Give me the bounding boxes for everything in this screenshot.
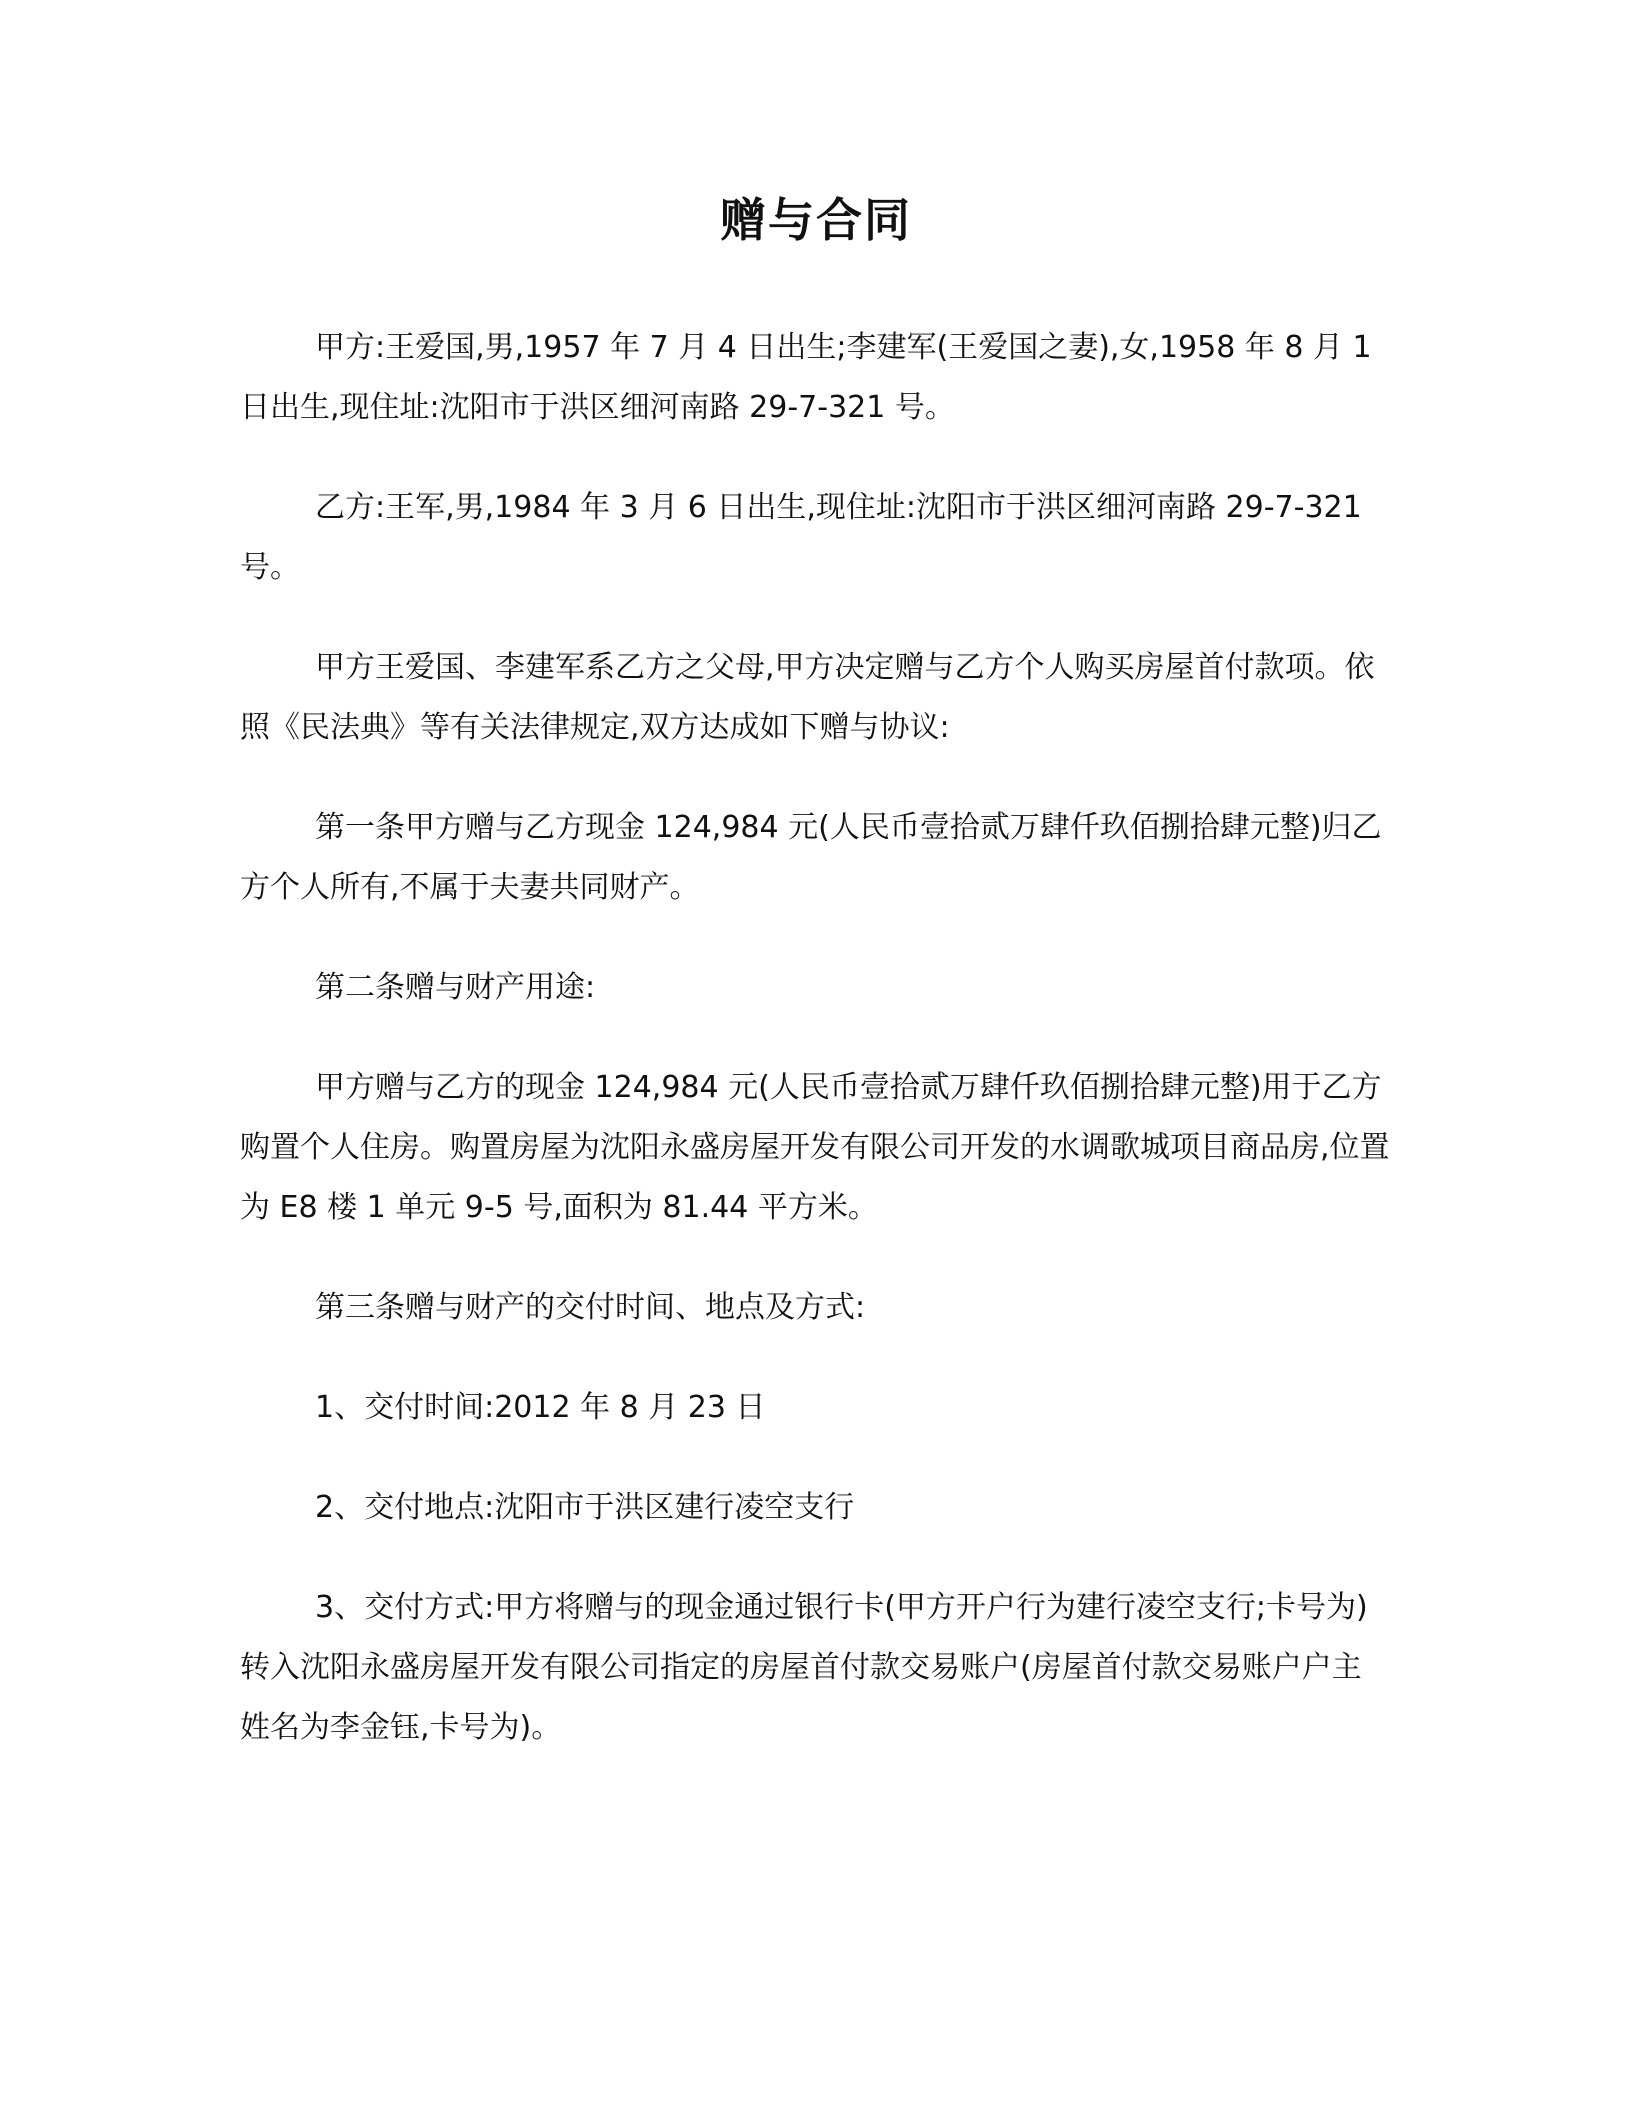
party-a-paragraph: 甲方:王爱国,男,1957 年 7 月 4 日出生;李建军(王爱国之妻),女,1958 年 8 月 1 日出生,现住址:沈阳市于洪区细河南路 29-7-321 号。: [240, 330, 1372, 425]
article-1-paragraph: 第一条甲方赠与乙方现金 124,984 元(人民币壹拾贰万肆仟玖佰捌拾肆元整)归乙方个人所有,不属于夫妻共同财产。: [240, 810, 1382, 905]
delivery-method-item: 3、交付方式:甲方将赠与的现金通过银行卡(甲方开户行为建行凌空支行;卡号为)转入沈阳永盛房屋开发有限公司指定的房屋首付款交易账户(房屋首付款交易账户户主姓名为李金钰,卡号为)。: [240, 1590, 1368, 1745]
article-2-paragraph: 甲方赠与乙方的现金 124,984 元(人民币壹拾贰万肆仟玖佰捌拾肆元整)用于乙方购置个人住房。购置房屋为沈阳永盛房屋开发有限公司开发的水调歌城项目商品房,位置为 E8 楼 1 单元 9-5 号,面积为 81.44 平方米。: [240, 1070, 1390, 1225]
article-3-heading: 第三条赠与财产的交付时间、地点及方式:: [315, 1290, 866, 1325]
party-b-paragraph: 乙方:王军,男,1984 年 3 月 6 日出生,现住址:沈阳市于洪区细河南路 29-7-321 号。: [240, 490, 1362, 585]
delivery-time-item: 1、交付时间:2012 年 8 月 23 日: [315, 1390, 766, 1425]
delivery-place-item: 2、交付地点:沈阳市于洪区建行凌空支行: [315, 1490, 855, 1525]
intro-paragraph: 甲方王爱国、李建军系乙方之父母,甲方决定赠与乙方个人购买房屋首付款项。依照《民法典》等有关法律规定,双方达成如下赠与协议:: [240, 650, 1375, 745]
document-title: 赠与合同: [720, 193, 912, 247]
article-2-heading: 第二条赠与财产用途:: [315, 970, 596, 1005]
